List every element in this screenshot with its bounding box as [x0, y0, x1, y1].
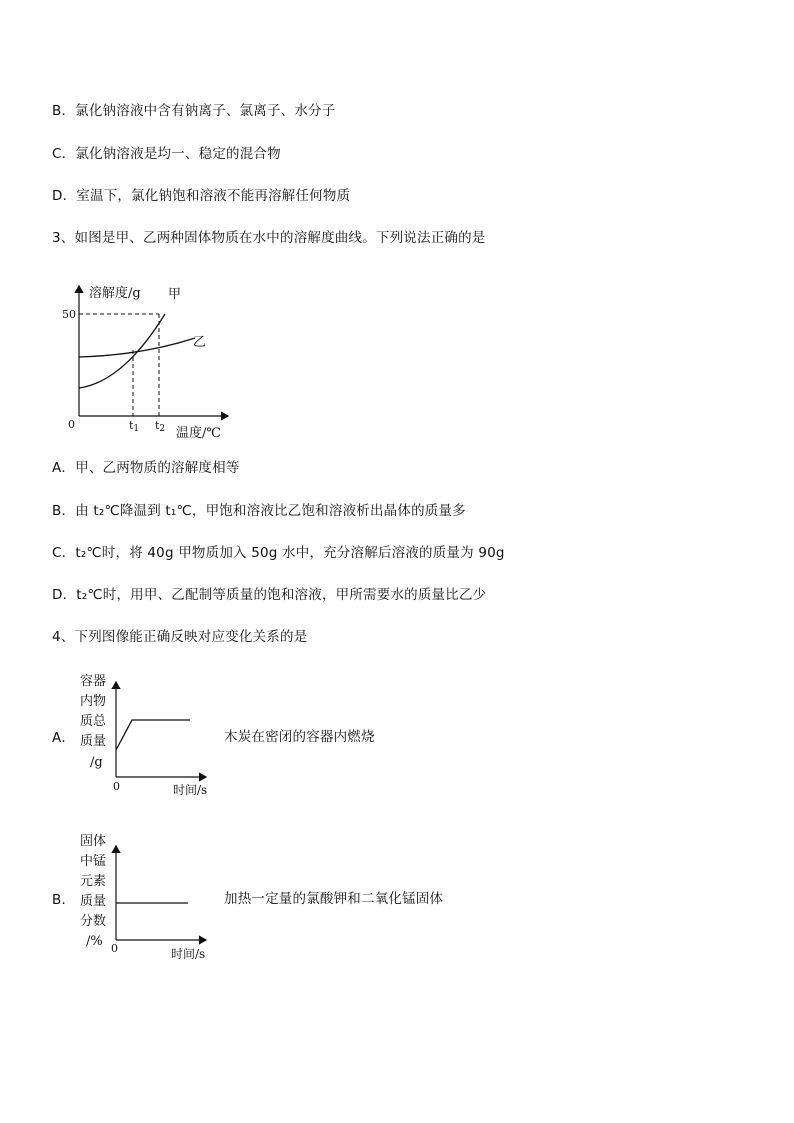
q3-curve-yi: [79, 338, 195, 357]
q4a-xlabel: 时间/s: [173, 783, 208, 797]
q3-x-tick-t2: t2: [155, 419, 166, 434]
q4b-xlabel: 时间/s: [171, 947, 206, 961]
q4b-ylabel-line-5: 分数: [80, 914, 107, 929]
q4a-mass-line: [116, 720, 190, 750]
q4b-ylabel-line-6: /%: [86, 934, 103, 949]
q3-origin: 0: [68, 418, 75, 431]
q4-option-b-desc: 加热一定量的氯酸钾和二氧化锰固体: [224, 891, 444, 907]
q4a-ylabel-line-5: /g: [90, 755, 103, 770]
q4b-ylabel-line-1: 固体: [80, 834, 107, 849]
q4b-ylabel-line-3: 元素: [80, 874, 107, 889]
q4-option-b-graph: [76, 828, 226, 968]
q2-option-d: D．室温下，氯化钠饱和溶液不能再溶解任何物质: [52, 188, 351, 204]
q4-stem: 4、下列图像能正确反映对应变化关系的是: [52, 629, 308, 645]
q4a-origin: 0: [113, 780, 120, 793]
q2-option-b: B．氯化钠溶液中含有钠离子、氯离子、水分子: [52, 103, 336, 119]
q4a-ylabel-line-1: 容器: [80, 674, 107, 689]
q4-option-a-graph: [76, 668, 226, 808]
q4-option-a-letter: A．: [52, 730, 76, 746]
q2-option-c: C．氯化钠溶液是均一、稳定的混合物: [52, 146, 281, 162]
q4a-ylabel-line-4: 质量: [80, 734, 107, 749]
q3-label-jia: 甲: [168, 287, 182, 302]
q3-xlabel: 温度/℃: [176, 426, 221, 441]
q4a-ylabel-line-3: 质总: [80, 714, 107, 729]
q3-stem: 3、如图是甲、乙两种固体物质在水中的溶解度曲线。下列说法正确的是: [52, 230, 486, 246]
q3-option-c: C．t₂℃时，将 40g 甲物质加入 50g 水中，充分溶解后溶液的质量为 90g: [52, 545, 505, 561]
q4a-ylabel-line-2: 内物: [80, 694, 107, 709]
q3-option-d: D．t₂℃时，用甲、乙配制等质量的饱和溶液，甲所需要水的质量比乙少: [52, 587, 487, 603]
q4b-ylabel-line-4: 质量: [80, 894, 107, 909]
q3-option-b: B．由 t₂℃降温到 t₁℃，甲饱和溶液比乙饱和溶液析出晶体的质量多: [52, 503, 466, 519]
q3-ylabel: 溶解度/g: [89, 286, 141, 301]
q3-label-yi: 乙: [193, 335, 207, 350]
q4b-origin: 0: [111, 942, 118, 955]
q4b-ylabel-line-2: 中锰: [80, 854, 107, 869]
q3-solubility-figure: [55, 278, 255, 448]
q3-curve-jia: [79, 314, 165, 388]
q4-option-b-letter: B．: [52, 892, 76, 908]
q4-option-a-desc: 木炭在密闭的容器内燃烧: [224, 729, 375, 745]
q3-option-a: A．甲、乙两物质的溶解度相等: [52, 460, 240, 476]
q3-x-tick-t1: t1: [129, 419, 140, 434]
q3-y-tick-50: 50: [62, 308, 76, 321]
